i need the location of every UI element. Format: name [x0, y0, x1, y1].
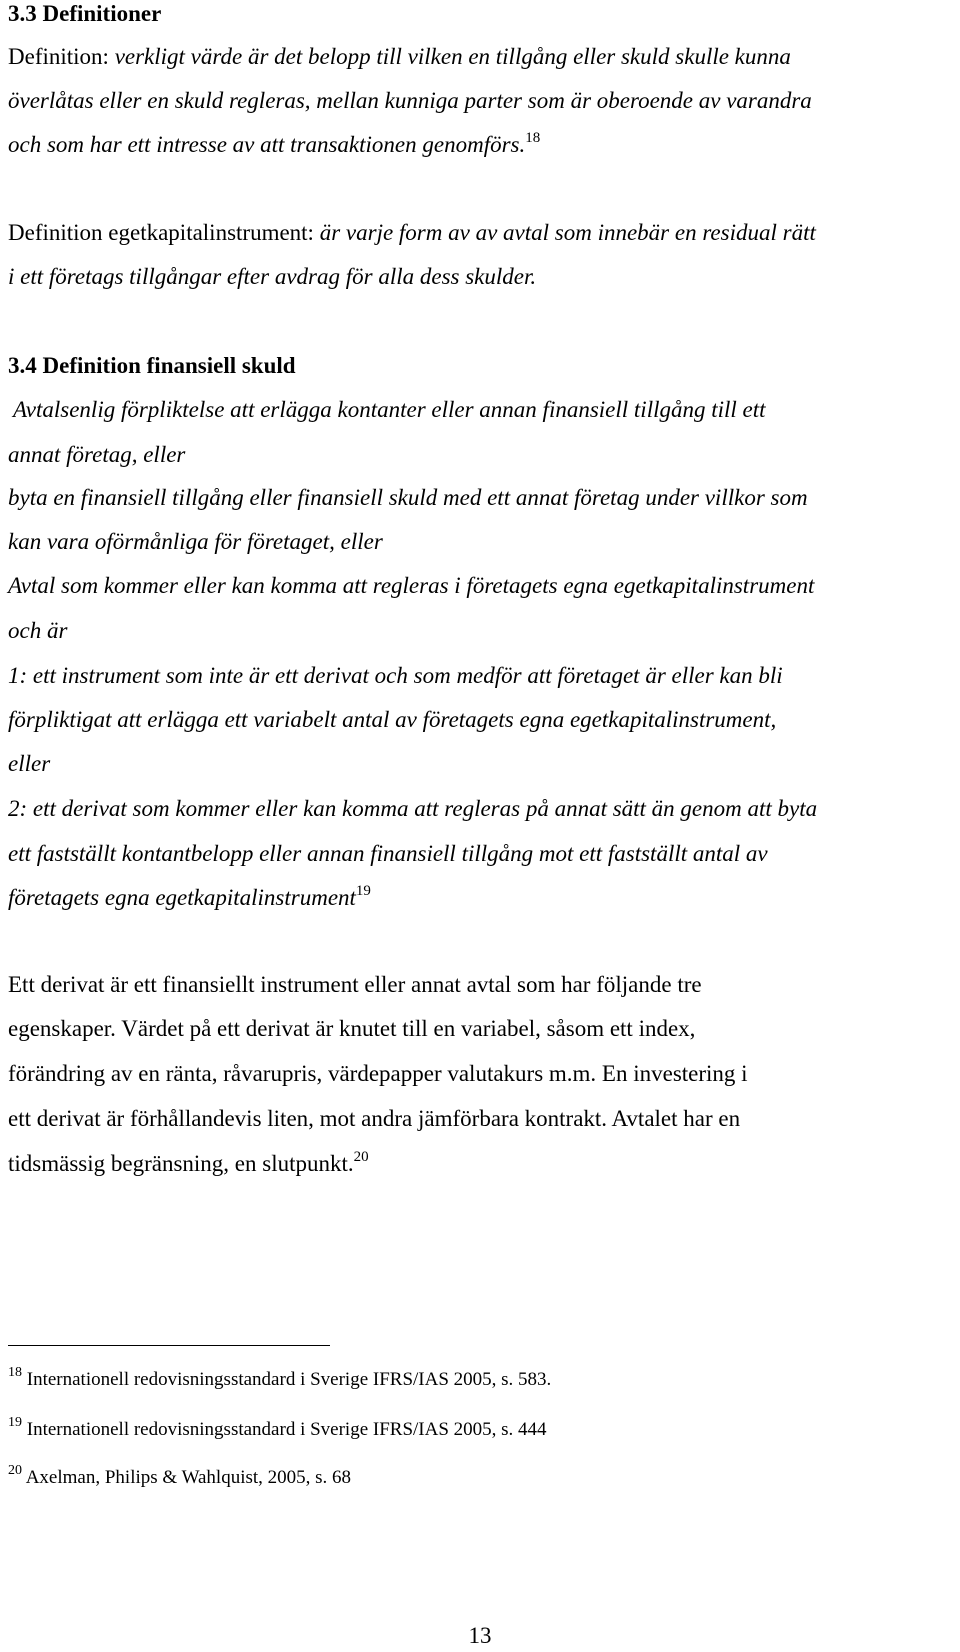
definition-text: och som har ett intresse av att transaktionen genomförs.: [8, 132, 526, 157]
footnote-text: Axelman, Philips & Wahlquist, 2005, s. 68: [25, 1467, 352, 1488]
footnote-ref-20[interactable]: 20: [353, 1149, 369, 1165]
definition-verkligt-varde-line-2: överlåtas eller en skuld regleras, mellan kunniga parter som är oberoende av varandra: [8, 88, 812, 113]
skuld-line: Avtal som kommer eller kan komma att regleras i företagets egna egetkapitalinstrument: [8, 573, 815, 598]
definition-verkligt-varde-line-3: [8, 130, 541, 157]
footnote-20: [8, 1463, 352, 1488]
skuld-line: ett fastställt kontantbelopp eller annan finansiell tillgång mot ett fastställt antal av: [8, 841, 768, 866]
footnote-number: 20: [8, 1463, 22, 1478]
section-heading-3-3: 3.3 Definitioner: [8, 1, 162, 26]
derivat-line: Ett derivat är ett finansiellt instrument eller annat avtal som har följande tre: [8, 972, 702, 997]
skuld-line: förpliktigat att erlägga ett variabelt antal av företagets egna egetkapitalinstrument,: [8, 707, 777, 732]
derivat-line-last: [8, 1149, 369, 1176]
definition-lead: Definition:: [8, 44, 115, 69]
footnote-separator: [8, 1345, 330, 1346]
definition-egetkapitalinstrument-line-1: [8, 221, 816, 244]
skuld-line: 1: ett instrument som inte är ett derivat och som medför att företaget är eller kan bli: [8, 663, 783, 688]
skuld-line: företagets egna egetkapitalinstrument: [8, 885, 356, 910]
skuld-line: Avtalsenlig förpliktelse att erlägga kontanter eller annan finansiell tillgång till ett: [13, 397, 766, 422]
definition-text: är varje form av av avtal som innebär en residual rätt: [319, 220, 816, 245]
definition-text: verkligt värde är det belopp till vilken en tillgång eller skuld skulle kunna: [114, 44, 791, 69]
skuld-line: byta en finansiell tillgång eller finansiell skuld med ett annat företag under villkor som: [8, 485, 808, 510]
footnote-ref-19[interactable]: 19: [355, 883, 371, 899]
footnote-text: Internationell redovisningsstandard i Sverige IFRS/IAS 2005, s. 444: [26, 1419, 547, 1440]
definition-egetkapitalinstrument-line-2: i ett företags tillgångar efter avdrag för alla dess skulder.: [8, 264, 537, 289]
definition-lead: Definition egetkapitalinstrument:: [8, 220, 320, 245]
footnote-19: [8, 1415, 547, 1440]
skuld-line: kan vara oförmånliga för företaget, eller: [8, 529, 383, 554]
page-number: 13: [468, 1623, 492, 1648]
definition-verkligt-varde-line-1: [8, 45, 791, 68]
skuld-line: eller: [8, 751, 51, 776]
derivat-line: egenskaper. Värdet på ett derivat är knutet till en variabel, såsom ett index,: [8, 1016, 696, 1041]
skuld-line: och är: [8, 618, 68, 643]
footnote-ref-18[interactable]: 18: [525, 130, 541, 146]
skuld-line-last: [8, 883, 371, 910]
footnote-18: [8, 1365, 552, 1390]
skuld-line: 2: ett derivat som kommer eller kan komma att regleras på annat sätt än genom att byta: [8, 796, 818, 821]
derivat-line: ett derivat är förhållandevis liten, mot andra jämförbara kontrakt. Avtalet har en: [8, 1106, 741, 1131]
footnote-number: 19: [8, 1415, 22, 1430]
footnote-number: 18: [8, 1365, 22, 1380]
derivat-line: förändring av en ränta, råvarupris, värdepapper valutakurs m.m. En investering i: [8, 1061, 748, 1086]
skuld-line: annat företag, eller: [8, 442, 186, 467]
section-heading-3-4: 3.4 Definition finansiell skuld: [8, 353, 296, 378]
derivat-line: tidsmässig begränsning, en slutpunkt.: [8, 1151, 354, 1176]
footnote-text: Internationell redovisningsstandard i Sverige IFRS/IAS 2005, s. 583.: [26, 1369, 552, 1390]
